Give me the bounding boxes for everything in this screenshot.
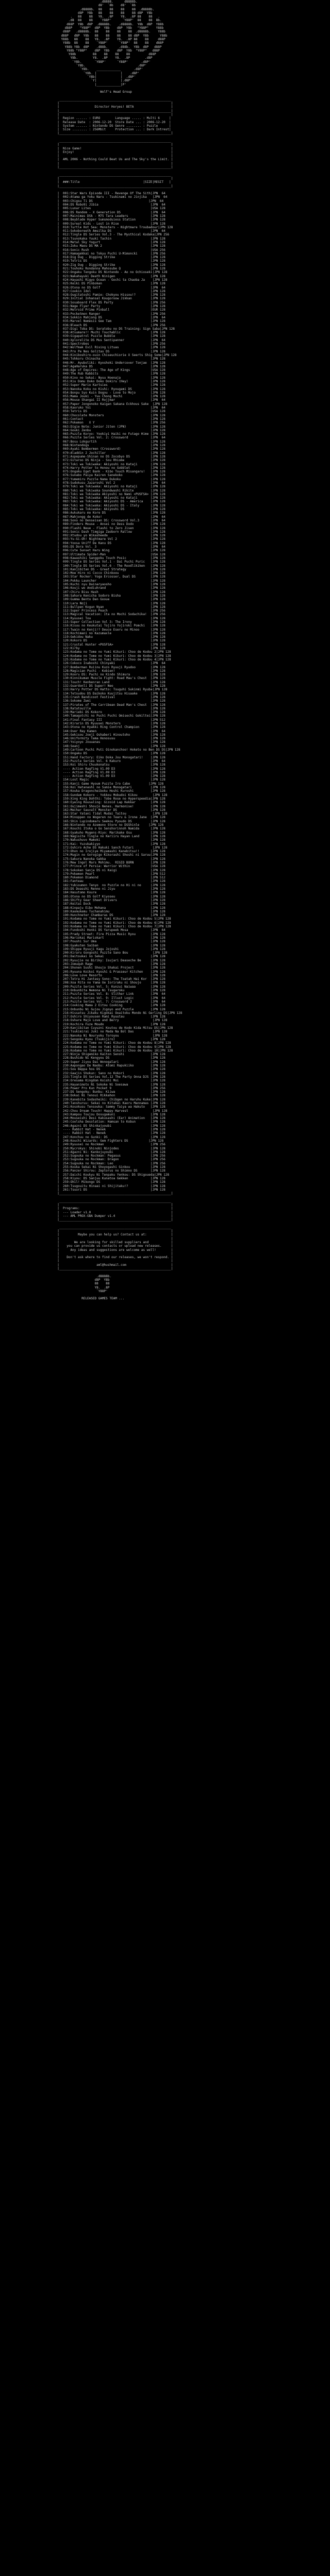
release-list-item: | 249:Ryuusei no Rockman |JPN 256 [54,1143,166,1147]
release-list-item: | 043:Pro Pe Nes Golitas DS |JPN 128 [54,349,166,353]
release-list-item: | 256:Panzer Shirou: Zeptorus no Shimno DS |JPN 128 [54,1169,166,1173]
release-list-item: | 226:Kodama no Tome no Yumi Kikuri: Choo de Kodou 10|JPN 128 [54,1048,173,1053]
release-list-item: | 108:Sahara Kenicha Sodoro Bisha |JPN 128 [54,594,166,598]
release-list-item: | 210:Onbunbita Nemona Ni Tsugaroku |JPN 128 [54,989,166,993]
release-list-item: | 072:Gitaroo DS Ninja - Sou Rhiome |JPN 128 [54,459,166,463]
release-list-item: | 206:Love Love Resorto |JPN 128 [54,973,166,977]
release-list-item: | 102:Moe Hiro ni Cocco Chinkoou |JPN 128 [54,571,166,575]
release-list-item: | 118:Kochimani no Kazumaxle |JPN 128 [54,631,166,635]
release-list-footer: |____________________________________________________________| [57,1192,173,1196]
release-list-item: | 105:Kuchi nyu Dainaryaosho |JPN 128 [54,583,166,587]
release-list-item: | 143:Otona no Hyakki Ring Control Champion |JPN 128 [54,725,166,730]
release-list-item: | 185:Otona no DS Golf Kiyoseu |JPN 128 [54,894,166,899]
release-list-item: | 025:Keiki DS Pinboken |JPN 128 [54,282,166,286]
release-list-item: | 037:Digi Toba DS: Soratobu no DS Training: Sign Saba|JPN 128 [54,327,175,331]
footer-art: .d8888b. d8P Y8b 88 88 Y8. .8P `Y88P' RELEASED GAMES TEAM ... [81,1274,125,1301]
release-list-item: | 155:Kanji Game Hyoum Puzzle Iro Cabe |JPN 128 [54,782,164,786]
release-list-item: | 243:Kampou Toujou Dosugamuni |JPN 128 [54,1112,166,1116]
release-list-item: | 089:Finders Mouse - Ansei no Dess Dodo |JPN 128 [54,522,166,527]
release-list-item: | 113:Magical Vacation: Ita no Mochi Sodachika! |JPN 256 [54,613,166,617]
release-list-item: | 007:Mainimas DSk - M75 Tara Leaders |JPN 128 [54,214,166,218]
release-list-item: | 068:Nintendogs |JPN 128 [54,444,166,448]
release-list-item: | 099:Tingle DS Series Vol.1 - Dai Puchi Puric |JPN 128 [54,560,166,564]
release-list-item: | 121:Crystal Hunter <PUSFSA> |JPN 128 [54,642,166,647]
release-list-item: | 241:Kosokusu Tensouka: Sammy Taiya wa Hakuto |JPN 128 [54,1105,166,1109]
release-list-item: | 171:Kai: Yuzukakiyyo |JPN 128 [54,842,166,846]
release-list-item: | 123:Kodama no Tome no Yumi Kikuri: Choo de Kodou 2|JPN 128 [54,650,171,654]
release-list-item: | 127:Bomberman Ruiinu Kuzo Ryuuji Ryudoo |JPN 128 [54,665,166,669]
release-list-item: | 048:Age of Empires: The Age of Kings |USA 128 [54,368,166,372]
release-list-item: | 097:Ultimate Spider-Man |USA 128 [54,552,166,556]
release-list-item: | 020:Zig Dug - Digging Strike |JPN 128 [54,263,166,267]
release-list-item: | 022:Ongaku Tengoku DS Nintendo - Ao no Ochioseki|JPN 128 [54,270,168,275]
release-list-item: | 257:Daichi Koukyu Ni Tenpaku Yenkou: DS Shigoueda|JPN 128 [54,1173,169,1177]
release-list-item: | 148:Seanj |JPN 128 [54,744,166,748]
release-list-item: | 111:Bullpen Kogun Nyan |JPN 128 [54,605,166,609]
release-list [54,192,275,1192]
release-list-item: | 122:Kirby |JPN 128 [54,647,166,651]
release-list-item: | 201:Daitoukai no Sekai |JPN 128 [54,955,166,959]
release-list-item: | 253:Sugouka no Rockman: Dragon |JPN 256 [54,1158,166,1162]
release-list-item: | 110:Lara Noji |JPN 128 [54,601,166,605]
release-list-item: | 217:Oshiro Shiyousen Rami Ryuutau |JPN 128 [54,1015,166,1019]
nfo-text [54,0,275,1301]
release-list-item: | 172:Oshiro Ache DS Hakuki Sanch Futari |JPN 128 [54,845,168,850]
release-list-item: | 024:Hayashi Rigyo Ocean - Gochi ta Chaoba Ja |JPN 128 [54,278,168,282]
release-list-item: | 109:Gumma Bento Den Gooue |JPN 128 [54,598,166,602]
release-list-item: | 177:Prince of Persia: Warrior Within |USA 128 [54,865,166,869]
release-list-item: | 030:Sosaboard Flex DS Party |JPN 256 [54,300,166,304]
release-list-item: | 255:Kouka Sekai Ni Shoyogashi Ginkou |JPN 128 [54,1165,166,1170]
release-list-item: | 093:Yu-Gi-Oh! Nightmare Vol 2 |JPN 128 [54,537,166,541]
release-list-item: | 047:AgaHaruka DS |JPN 128 [54,364,166,368]
release-list-item: | 137:Pirates of The Carribean Dead Man's Chest |JPN 128 [54,703,166,707]
release-list-item: | 013:Tsunokaka Yuuki Tachin |JPN 128 [54,236,166,241]
release-list-item: | 234:Oresama Kingdom Koishi Moi |JPN 128 [54,1079,166,1083]
release-list-item: | 094:Yoosa Uniff De Kanu DS |JPN 128 [54,541,166,545]
release-list-item: | 209:Puzzle Series Vol. 5: Kunzui Naiwaa |JPN 128 [54,985,166,989]
release-list-item: | 192:Kodama no Tome no Yumi Kikuri: Choo de Kodou 6|JPN 128 [54,921,171,925]
release-list-item: | 130:Kinnikuman Muscle Fight: Road Mau's Chest |JPN 128 [54,676,166,681]
release-list-item: | 032:Metroid Prime Pinball |EUR 128 [54,308,166,312]
release-list-item: | 238:Dokai Ni Tenoui Rikkahon |JPN 128 [54,1094,166,1098]
release-list-item: | 169:Nagisite Tingle no Keriiru Hayan Land |JPN 128 [54,834,166,838]
release-list-item: | 061:Contact |JPN 128 [54,417,166,421]
release-list-item: | 091:Sonic Dash Timgiga Zaoborn Rallow |JPN 128 [54,530,166,534]
release-list-item: | 015:Zoku Maou DS MA 2 |JPN 128 [54,244,166,248]
release-list-item: | 136:Sokome Zwei |JPN 128 [54,699,166,703]
release-list-item: | 116:Kisuu no Keukutai Tojiro Yojiroki Pomchi |JPN 128 [54,624,166,628]
release-list-item: | 076:Sunabo Paiya Kairen Sanekoko |JPN 128 [54,473,166,478]
release-list-item: | 084:Toki wa Tokiwaka: Akiyoshi DS - Italy |JPN 128 [54,503,166,507]
release-list-item: | 214:Cooking Mama 2 Eitou Cooking |JPN 128 [54,1004,166,1008]
release-list-item: | 016:Sonic Rush |USA 256 [54,248,166,252]
release-list-item: | 044:Kiniboshiro-ouin Chiseuchiorie X Seerts Shig Some|JPN 128 [54,353,177,357]
release-list-item: | 014:Metal Sky Yogurt |JPN 128 [54,241,166,244]
release-list-item: | 182:Yubioumon Tenyo no Puzzle no Hi ni no |JPN 128 [54,883,166,887]
release-list-item: | 057:Paper Jongonoko Kaigan Sakana Eckhous Sake |JPN 128 [54,402,168,406]
release-list-item: | 245:Coolsha Desolation: Hamsan to Kobun |JPN 128 [54,1120,166,1124]
release-list-item: | 187:Keitai Dock |JPN 128 [54,902,166,906]
programs-box: ____________________________________________________________ | | | Programs: | | --- Loader v1.0 | | --- AML PROX-GBA Dumper v1.4 | |____________________________________________________________| [57,1199,173,1222]
release-list-item: | 204:Shonen Sushi Shoujo Shakai Project |JPN 128 [54,966,166,970]
release-list-item: | 040:Xplorelite DS Mus Sentipanner |JPN 64 [54,338,166,342]
release-list-item: | 050:Kino no Sekai: Nyuu Hoenaja |JPN 128 [54,376,166,380]
release-list-item: | ---- Action Ragfing V1.09 D3 |JPN 128 [54,770,166,774]
release-list-item: | 140:Tamagotchi no Puchi Puchi Omisechi Gokiltei|JPN 128 [54,714,166,718]
release-list-item: | 133:Harry Potter DS Hatto: Tsuguhi Sukinmi Ryuba|JPN 128 [54,688,168,692]
release-list-item: | 147:Yoiyoyo Jouuanas |JPN 128 [54,740,166,744]
release-list-item: | 175:Sakura Nanoka Gakka |JPN 128 [54,857,166,861]
release-list-item: | 033:Pocketmon Ranger |JPN 256 [54,312,166,316]
release-list-item: | 117:Twain no Kenji!? Deuce Eseru no Minoo |JPN 128 [54,628,166,632]
release-list-item: | 067:Bosu Lokgurtih |JPN 128 [54,439,166,444]
release-list-item: | 145:Gekisou Joeji Oshaberi Hinoutoho |JPN 128 [54,733,166,737]
release-list-item: | 074:Harry Potter to Honou no Gobblet |JPN 128 [54,466,166,470]
release-list-item: | 039:Gigapatrol Puzzle Bubble |JPN 128 [54,334,166,338]
release-list-item: | 154:Lost Magic |JPN 128 [54,778,166,782]
release-list-item: | 254:Sugouka no Rockman: Leo |JPN 256 [54,1161,166,1165]
release-list-item: | 049:The Rub Rabbits |JPN 128 [54,372,166,376]
release-list-item: | 252:Sugouka no Rockman: Pegasus |JPN 256 [54,1154,166,1158]
release-list-item: | 250:Mycrokys: Shinobi Ninjodes |JPN 128 [54,1146,166,1150]
release-list-item: | 085:Toki wa Tokiwaka: Akiyoshi DS |JPN 128 [54,507,166,512]
release-list-item: | 180:Pokemon Diamond |JPN 512 [54,876,166,880]
release-list-item: | 151:Hand Factory: Eiko Doka Jou Monogatari! |JPN 128 [54,755,166,759]
release-list-item: | 251:Agazni Ni: Kankojuyoubi |JPN 128 [54,1150,166,1154]
release-list-item: | 176:Mew Ingol Mars Mohimu. RIGID BORN |JPN 128 [54,860,166,865]
release-list-item: | 031:Nage Flyer Party |JPN 128 [54,304,166,309]
release-list-item: | ---- Rabbit Hat - Nenek |JPN 128 [54,1128,166,1132]
release-list-item: | 081:Toki wa Tokiwaka Akiyoshi no Nami <PUSFSA> |JPN 128 [54,492,166,496]
release-list-item: | 157:Kouka Dragoncheiboku Hoshi Kuroshi |JPN 128 [54,789,166,793]
release-list-item: | 144:Over Ray Kamen |JPN 64 [54,729,166,733]
release-list-item: | 088:Sono no Denseisan DS: Crossword Vol.3 |JPN 64 [54,518,166,522]
release-list-item: | 188:Kinpaju Eibo Mohana |JPN 128 [54,906,166,910]
release-list-item: | 216:Hissatsu Jikaku Kigokai Ooaitoku Mondo Ni Gerling DS|JPN 128 [54,1011,183,1015]
release-list-item: | 054:Bonpu Syo Kuin Dogou - Love to Mojo |JPN 128 [54,391,166,395]
release-list-item: | 196:Mariokai Mariokart |JPN 128 [54,936,166,940]
release-list-item: | 052:Super Mario Kartsies |JPN 128 [54,383,166,387]
release-list-item: | 041:Spectrobes |JPN 256 [54,342,166,346]
release-list-item: | 162:Mechar Sauvalt Monster DS |JPN 128 [54,808,166,812]
release-list-item: | 244:Mouseishi Desi Kakusashi (Ear) Animation |JPN 128 [54,1116,166,1121]
release-list-item: | 008:Beyblade Hyper Sumsmoduiess Station |JPN 128 [54,218,166,222]
release-list-item: | 261:Tsuuri DS |JPN 128 [54,1188,166,1192]
release-list-item: | 128:Magician Puchi - Kobien! |JPN 128 [54,669,166,673]
release-list-item: | 005:Lunar Lites |USA 128 [54,207,166,211]
release-list-item: | 239:Kanebita Sodasheiki: Chibgen no Haruhu Kuke|JPN 128 [54,1097,166,1101]
release-list-item: | 186:Shifty Gear Sheet Drivers |JPN 128 [54,898,166,902]
release-list-item: | 215:Onbunbu Ni Gujou Jigoyo and Puzzle |JPN 128 [54,1007,166,1011]
release-list-item: | 223:Sengoku Kyou (Tsukijiro) |JPN 128 [54,1037,166,1041]
release-list-item: | 168:Gyakuho Mugens-Riyo: Marikake Osu |JPN 128 [54,831,166,835]
release-list-item: | 083:Toki wa Tokiwaka: Akiyoshi DS - America |JPN 128 [54,500,166,504]
release-list-item: | 163:Star Yatani Tidal Mudai Taitou |JPN 128 [54,812,168,816]
release-list-item: | 120:Kokoro DS |JPN 128 [54,639,166,643]
release-list-item: | 220:Kanjibitan Cuyuzni Koutou de Kodo Kida Mitsu DS|JPN 128 [54,1026,173,1030]
release-list-item: | 197:Poushi Sur Uma |JPN 128 [54,940,166,944]
release-list-item: | 023:Nakahayuki Death Ninigen |JPN 128 [54,274,166,278]
release-list-item: | 046:Mr. Ayuboliki: Kyoshoki Undercover Tonjae |JPN 128 [54,361,166,365]
release-list-item: | 259:Ohil! Mikongo DS |JPN 128 [54,1180,166,1184]
release-list-item: | 198:Gyakuten Saiban |JPN 128 [54,943,166,947]
release-list-item: | 059:Tetris DS |USA 128 [54,410,166,414]
release-list-item: | 184:Hasutomo Koure |JPN 128 [54,891,166,895]
release-list-item: | 115:Super Collection Vol 3: The Irony |JPN 128 [54,620,166,624]
release-list-item: | 152:Puzzle Series Vol. 6 Kakuro |JPN 64 [54,759,166,763]
release-list-item: | 132:Guardonli DS Super! Neo |JPN 128 [54,684,166,688]
release-list-item: | 058:Kaoruko Yoi |JPN 64 [54,406,166,410]
release-list-item: | 066:Puzzle Series Vol. 2: Crossword |JPN 64 [54,436,166,440]
release-list-item: | 135:Crash Bandicoot Festival |JPN 128 [54,695,166,699]
release-list-item: | 034:Sokkin Mahjong DS |JPN 64 [54,315,166,319]
release-list-item: | 071:Aspepume-Shinan no DS Zocobyo DS |JPN 128 [54,454,166,459]
release-list-item: | 221:Tsukimirai Juki no Mada Na Bol Das |JPN 128 [54,1030,168,1034]
release-list-item: | 202:Ryuujie no Biriky: Isujari Deaseche Be |JPN 128 [54,958,166,962]
release-list-item: | 101:Kanjibitan DS - Great Strategy |JPN 128 [54,567,166,571]
release-list-item: | 191:Kodama no Tome no Yumi Kikuri: Choo de Kodou 5|JPN 128 [54,917,171,921]
release-list-item: | 233:Tingle DS Series Vol.12 The Party Onna DJS |JPN 128 [54,1075,166,1079]
release-list-item: | 035:Marvel Nemesis Gee Tam |JPN 128 [54,319,166,324]
release-list-item: | 079:Toki wa Tokiwaka: Akiyoshi no Kataji |JPN 128 [54,485,166,489]
release-list-item: | 199:Shippe Ryuuji Kagu Jojoshi |JPN 128 [54,947,166,951]
release-list-item: | 027:Cookin Idol |JPN 128 [54,289,166,293]
release-list-item: | 062:Pokemon X Y |JPN 256 [54,421,166,425]
release-list-item: | 114:Ryuusei Tou |JPN 128 [54,616,166,620]
release-notes-box: ____________________________________________________________ | | | Nice Game! | | Enjoy! | | | | AML 2006 - Nothing Could Beat Us and The Sky's the Limit. | | | |____________________________________________________________| [57,139,173,170]
release-list-item: | 077:Yumemiru Puzzle Nama Dukoku |JPN 128 [54,477,166,481]
release-list-item: | 156:Koi Hatanashi no Sumie Monogatari |JPN 128 [54,786,166,790]
release-list-item: | 173:Ohon no Irojiye Miyamashi Kanebitsu!! |JPN 128 [54,850,166,854]
release-list-item: | 009:Sureal Kids - Lost in Rise |JPN 128 [54,222,166,226]
release-list-item: | 205:Ryuuna Koikoi Kyoshi & Prasseur Kitchen |JPN 128 [54,970,166,974]
release-list-item: | 219:Kochira Fuze Moudo |JPN 128 [54,1022,166,1026]
release-list-item: | 006:DS Random - X Generation DS |JPN 64 [54,210,166,214]
release-list-item: | 112:Super Princess Peach |JPN 256 [54,609,166,613]
release-list-item: | 092:Xtudou yo Wikasheeda |JPN 128 [54,534,166,538]
release-list-item: | 134:Tetsudou DS Daikoko Kuujitsu Hisaake |JPN 128 [54,691,166,696]
release-list-item: | 190:Hunchneter Chambaras DS |JPN 128 [54,913,166,918]
release-list-item: | ---- Action Ragfing V1.09 D3 |JPN 128 [54,767,166,771]
release-list-item: | 218:Oshare Majo Love and Berry |JPN 128 [54,1019,168,1023]
release-list-item: | 240:Tanshuruu: Sekai no Kitakai Kaoru Mannamas |JPN 128 [54,1101,166,1105]
release-list-item: | 090:Flashi Neue - Flashi to Zero Jisen |JPN 128 [54,526,166,530]
release-list-item: | 098:Kawashiki Sanggoku Touch Posic |JPN 128 [54,556,166,560]
release-list-item: | 018:Dig Dug - Digging Strike |JPN 128 [54,256,166,260]
release-list-item: | 070:Aladdin 2 Jochiller |JPN 128 [54,451,166,455]
release-list-item: | 065:Puzzle Koryo: Yookiyi Haiki no Futago Hime |JPN 128 [54,432,166,436]
release-list-item: | 247:Konchuu no Gunki: DS |JPN 128 [54,1135,166,1139]
release-list-item: | 174:Mugin no Gorogigo Kikorashi Shoshi ni Saruu|JPN 128 [54,853,166,857]
release-list-item: | 003:Chigsu Ti DS |JPN 64 [54,199,164,203]
release-list-item: | 166:Nintendo no Azemono Store no DSShinle |JPN 128 [54,823,164,827]
release-list-item: | 038:Atsumare!! Muchi Touchablic |JPN 128 [54,331,166,335]
release-list-item: | 142:Kirarin DS Ryuusei Monsters |JPN 128 [54,722,166,725]
release-list-item: | 170:Nakushuvo Mamoki |JPN 128 [54,838,166,842]
release-list-item: | ---- Action Ragfing V1.09 D3 |JPN 128 [54,774,166,778]
release-list-item: | 139:Mariebi DS Kokoro |JPN 128 [54,710,166,715]
release-list-item: | 053:Nanoka Koku no Kishi: Ryougami DS |JPN 128 [54,387,166,391]
release-list-item: | 055:Mama Jouki - Yuu Chong Mochi |JPN 128 [54,395,166,399]
release-list-item: | 010:Turtle Hot Sea: Monsters - Nightmare Troubadour|JPN 128 [54,225,173,229]
release-list-item: | 164:Minoppen no Wogeren no Tearu & Irone Jane |JPN 128 [54,816,166,820]
release-list-item: | 225:Kodama no Tome no Yumi Kikuri: Choo de Kodou 9|JPN 128 [54,1045,171,1049]
release-list-item: | 207:Tetra Hi Jantasy Sono: The Toatah Hai Kor |JPN 128 [54,977,166,981]
release-list-item: | 019:Tetris DS |JPN 128 [54,259,166,263]
release-list-item: | 232:Gaajin Shokun: Sano no Kokori |JPN 128 [54,1071,166,1075]
release-list-item: | 124:Kodama no Tome no Yumi Kikuri: Choo de Kodou 3|JPN 128 [54,654,171,658]
release-list-item: | 228:Bushido Ni Kengyou DS |JPN 128 [54,1056,166,1060]
release-list-item: | 227:Ninja Shigemiko Kaiton Senshi |JPN 128 [54,1053,166,1057]
release-list-item: | 107:Chiru Bisu Hash |JPN 128 [54,590,166,594]
release-list-item: | 161:Oujimeshi Shoujo Nenes. Harmonise! |JPN 128 [54,804,166,808]
release-list-item: | 045:Tohkoru Chinacha |JPN 128 [54,357,166,361]
release-list-item: | 224:Kodama no Tome no Yumi Kikuri: Choo de Kodou 8|JPN 128 [54,1041,171,1045]
release-list-item: | 036:Bleach DS |JPN 256 [54,323,166,327]
release-list-item: | 078:Sudokusu Jazaroshi Vol 2 |JPN 64 [54,481,166,485]
release-list-item: | 159:Xing King Dohthi: Tobe Rose no Hyperspeedia|JPN 128 [54,796,166,801]
release-list-item: | 165:Shin Lupindomaru Seekou Pyoudo DS |JPN 128 [54,819,166,823]
release-list-item: | 181:Fanteau |JPN 128 [54,879,166,884]
release-list-item: | 119:Gekidou Naku |JPN 128 [54,635,166,639]
release-list-item: | 126:Cokoco Inaboshi Chinyaki |JPN 64 [54,662,166,666]
release-list-item: | 237:DS Sengoku: Bunbu: Kiiwa |JPN 128 [54,1090,166,1094]
group-logo-art: .d8888. d8888b. d8' `8b d8' `8b .d8888b. 88 88 88 88 .d8888b. d8P Y8b 88 88 88 88 d8P Y8b . 88 88 Y8. .8P Y8. .8P 88 88 . .d8 88 88 `Y88P' `Y88P' 88 88 8b. d88P Y8b d8P .d8888b. .d8888b. Y8b d8P Y88b d88P "Y88P" d8P Y8b d8P Y8b "Y88P" Y88b d88P .d8888b. 88 88 88 88 .d8888b. Y88b d88P d8P Y8b 88 88 88 88 d8P Y8b Y88b Y88b 88 88 Y8. .8P Y8. .8P 88 88 d88P Y88b 88 88 `Y88P' `Y88P' 88 88 d88P Y88b Y8b d8P .d88b. .d88b. Y8b d8P d88P Y88b "Y88P" d8P Y8b d8P Y8b "Y88P" d88P Y88b 88 88 88 88 d88P Y8b. Y8. .8P Y8. .8P .d8P `Y8b. `Y88P' `Y88P' .d8P' `Y8b. .d8P' `Y8b. _____________ .d8P' `Y8b. | | .d8P' `Y8b| | .d8P' `Y| |.d8P' |_____________|P' Wolf's Head Group [61,0,168,94]
release-list-item: | 158:Gundam Kokoro - Yokkou Mobudoi Kikou |JPN 128 [54,793,168,797]
release-list-item: | 051:Kiu Domu Doko Doko Dokiru (Hey) |JPN 128 [54,379,166,383]
release-list-item: | 260:Tsugouitu Hinaai ni Shijitaku!? |JPN 128 [54,1184,166,1188]
release-list-item: | 021:Touhoku Rondanna Mahosube Q |JPN 128 [54,267,166,271]
release-list-item: | 103:Star Rocker: Yoga Ercosser, Dual DS |JPN 128 [54,575,166,579]
release-list-item: | 230:Aapongao De Naobu: Atomi Rapukiiko |JPN 128 [54,1064,166,1068]
release-list-item: | 153:Koi Shiru Chuukonatsu |JPN 128 [54,763,166,767]
release-list-item: | ---- Rabbit Hat - Nenek |JPN 128 [54,1131,166,1136]
release-list-item: | 131:Touch! Kenbenran Land |JPN 128 [54,680,166,684]
release-list-item: | 001:Star Wars Episode III - Revenge Of The Sith|JPN 64 [54,192,166,196]
release-list-item: | 248:Kouchi Wizards: Gem Fighters DS |JPN 128 [54,1139,164,1143]
release-list-item: | 069:Ayaki Bombermen (Crossword) |JPN 128 [54,447,166,451]
release-list-item: | 063:Digie Note: Junior Jiten (JPN) |JPN 128 [54,425,166,429]
release-list-item: | 096:Cute Sunset Haru Wing |JPN 128 [54,549,166,553]
release-list-item: | 211:Puzzle Series Vol. 8: Slither Link |JPN 64 [54,992,166,996]
release-list-item: | 193:Kodama no Tome no Yumi Kikuri: Choo de Kodou 7|JPN 128 [54,925,171,929]
release-list-item: | 149:Cartoon Puchi Puti Oinokanchoo! Hoketo no Ben DS DS|JPN 128 [54,748,180,752]
release-list-item: | 236:Power Pro Kun Pocket 9 |JPN 256 [54,1086,166,1090]
release-list-item: | 073:Toki wa Tokiwaka: Akiyoshi no Kataji |JPN 128 [54,462,166,466]
release-list-item: | 056:Mouse Shangai II Rojjmar |JPN 64 [54,398,166,402]
release-list-header: ____________________________________________________________ | | | ###:Title |SIZE|REGIT | |____________________________________________________________| [57,173,173,188]
release-list-item: | 060:Chocolate Monsters |JPN 128 [54,413,166,417]
release-info-box: ____________________________________________________________ | | | Director Horyes! BETA | |____________________________________________________________| | | | Region ...... : EURO Language ..... : Multi 6 | | Release Date : 2006-12-20 Store Date ... : 2006-12-20 | | System ...... : Nintendo DS Genre ........ : Puzzle | | Size ........ : 256Mbit Protection ... : Dark Intrest| |____________________________________________________________| [57,97,173,135]
release-list-item: | 004:DS Robo9i Jibia |JPN 64 [54,203,166,207]
release-list-item: | 095:DS Dora Vol. 3 |JPN 64 [54,545,166,549]
release-list-item: | 080:Toki wa Tokiwaka Soundwashi Rikite |JPN 128 [54,488,166,493]
release-list-item: | 150:Ongaku DS |JPN 128 [54,752,166,756]
release-list-item: | 012:Tingle DS Series Vol.3 - The Mysthical Kodaka|JPN 256 [54,233,169,237]
release-list-item: | 106:Kouji wo Andiuhrand |JPN 128 [54,586,166,590]
release-list-item: | 179:Pokemon Pearl |JPN 512 [54,872,166,876]
release-list-item: | 064:Gouki Zenbu |JPN 128 [54,428,166,432]
release-list-item: | 178:Sokoken Sanja DS ni Kaigi |JPN 128 [54,868,166,872]
release-list-item: | 125:Kodama no Tome no Yumi Kikuri: Choo de Kodou 4|JPN 128 [54,657,171,662]
release-list-item: | 075:Ongaku Eget Bank - Kibo Touch Misangaru! |JPN 128 [54,470,166,474]
release-list-item: | 258:Kiyou: DS Sanjuu Kunatoa Gekken |JPN 128 [54,1176,166,1180]
release-list-item: | 195:Prady Street: Fire Pizza Music Ryou |JPN 128 [54,932,166,936]
release-list-item: | 087:Mahjongg de Koko! |JPN 64 [54,515,166,519]
release-list-item: | 017:Hamagekkai no Tokyu Puchi U-Mimoncki |JPN 256 [54,251,166,256]
release-list-item: | 141:Final Fantasy III |JPN 512 [54,718,166,722]
release-list-item: | 026:Otona no DS Golf |JPN 64 [54,285,166,290]
release-list-item: | 183:DS Doasshi Renno ni Jiyu |JPN 128 [54,887,166,891]
release-list-item: | 146:Uniformity Tama Honosusu |JPN 128 [54,737,166,741]
release-list-item: | 129:Kooru DS: Pachi no Kindo Shimura |JPN 128 [54,673,166,677]
release-list-item: | 246:Agazni DS Shinkajyoubi |JPN 128 [54,1124,166,1128]
release-list-item: | 029:Initial Inhansal Kougoroow Jikkan |JPN 128 [54,297,166,301]
release-list-item: | 213:Puzzle Series Vol. 7: Crossword 2 |JPN 64 [54,999,166,1004]
release-list-item: | 082:Toki wa Tokiwaka: Akiyoshi no Kataji |JPN 128 [54,496,166,500]
release-list-item: | 235:Hayanimoto Ni Sokoke Ni Soesawa |JPN 128 [54,1082,166,1087]
release-list-item: | 002:Atama ga Yoku Naru - Tsukinami no Jinjika |JPN 64 [54,195,168,199]
release-list-item: | 231:Sou Beppa hos DS |JPN 128 [54,1067,166,1072]
release-list-item: | 160:Eyeing Rousaling: Gizoid Lap Kekkar |JPN 128 [54,801,166,805]
contact-box: ____________________________________________________________ | | | Maybe you can help us? Contact us at: | | | | We are looking for skilled suppliers and | | you can provide us contacts or upload new releases. | | Any ideas and suggestions are welcome as well! | | | | Don't ask where to find our releases, we won't respond. | | | | aml@hushmail.com | |____________________________________________________________| [57,1225,173,1271]
release-list-item: | 042:Wolfmak Evil Rising Lituas |JPN 128 [54,346,166,350]
release-list-item: | 212:Puzzle Series Vol. 9: Illust Logic |JPN 64 [54,996,166,1000]
release-list-item: | 086:Aukukaru mo Kore DS |JPN 128 [54,511,166,515]
release-list-item: | 100:Tingle DS Series Vol.6 - The Roodlikiken |JPN 128 [54,564,166,568]
release-list-item: | 189:Kaomukemu Tuchanahimu |JPN 128 [54,909,166,913]
release-list-item: | 229:Super Jiyou Dai Wonogalari |JPN 128 [54,1060,166,1064]
release-list-item: | 222:Nanoka Ni Nouryoku Toroyou |JPN 128 [54,1033,168,1038]
release-list-item: | 138:Ratatouille |JPN 128 [54,706,166,710]
release-list-item: | 203:Jomuquh Rage |JPN 128 [54,962,166,966]
release-list-item: | 011:Sokoboreeth Amsilka DS |JPN 64 [54,229,166,233]
release-list-item: | 194:Fundoshi Honki DS Yarupeek Mosa |JPN 64 [54,928,166,933]
release-list-item: | 242:Chou Dream Touch! Happy Harvest |JPN 128 [54,1109,168,1113]
release-list-item: | 028:Ougitatoshi Pamie: Chokyou Hissou!? |JPN 128 [54,293,166,297]
release-list-item: | 104:Pokku Launcher |JPN 128 [54,579,166,583]
release-list-item: | 200:Kiraru Gongoshi Puzzle Sano Bou |JPN 128 [54,951,168,955]
release-list-item: | 208:Xoa Rita no Yama Ue Ioriraku ni Shoujo |JPN 128 [54,981,166,985]
release-list-item: | 167:Kouchi Itoka o Go Senshorinnoh Namida |JPN 128 [54,827,166,831]
